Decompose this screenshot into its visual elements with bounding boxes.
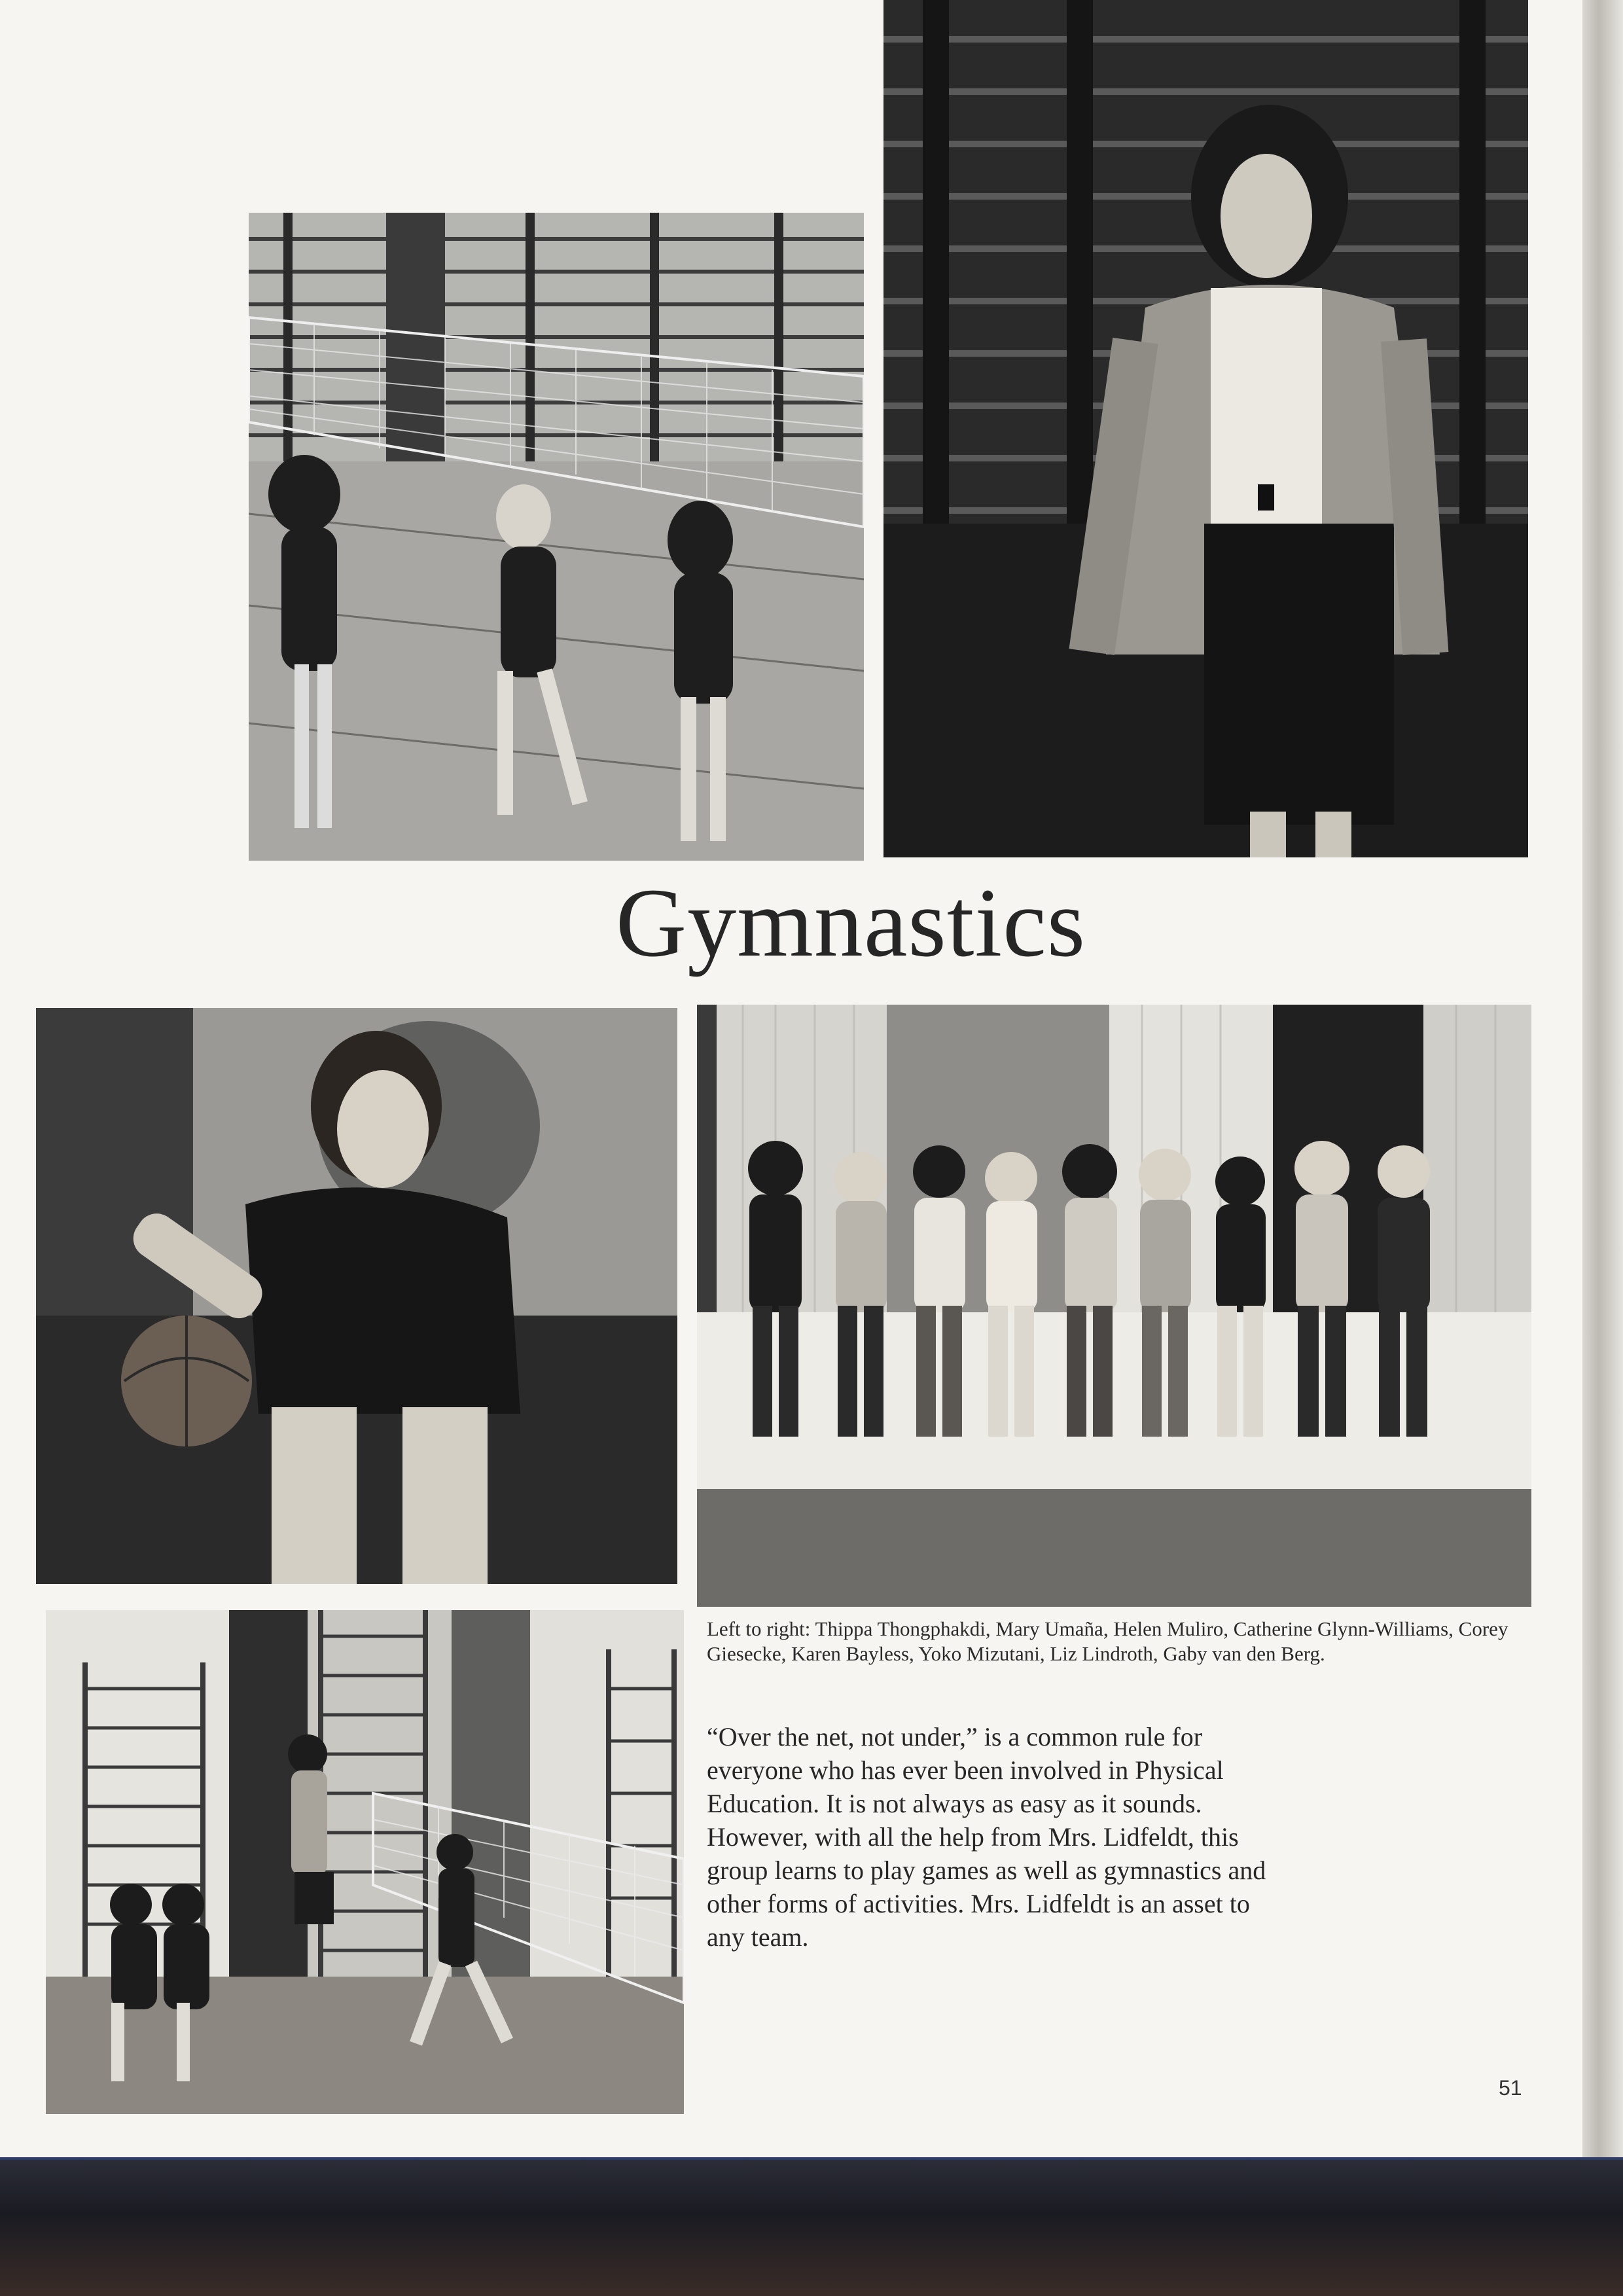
photo-basketball bbox=[36, 1008, 677, 1584]
page-number: 51 bbox=[1499, 2076, 1522, 2100]
photo-wallbars bbox=[46, 1610, 684, 2114]
photo-volleyball bbox=[249, 213, 864, 861]
page-edge bbox=[1582, 0, 1623, 2160]
body-paragraph: “Over the net, not under,” is a common rule for everyone who has ever been involved in Physical Education. It is not always as easy as it sounds. However, with all the help from Mrs. Lidfeldt, this group learns to play games as well as gymnastics and other forms of activities. Mrs. Lidfeldt is an asset to any team. bbox=[707, 1722, 1266, 1952]
scan-background bbox=[0, 2160, 1623, 2296]
photo-caption: Left to right: Thippa Thongphakdi, Mary Umaña, Helen Muliro, Catherine Glynn-Williams, Corey Giesecke, Karen Bayless, Yoko Mizutani, Liz Lindroth, Gaby van den Berg. bbox=[707, 1617, 1508, 1665]
photo-teacher bbox=[883, 0, 1528, 857]
page-title: Gymnastics bbox=[615, 869, 1086, 977]
photo-group bbox=[697, 1005, 1531, 1607]
